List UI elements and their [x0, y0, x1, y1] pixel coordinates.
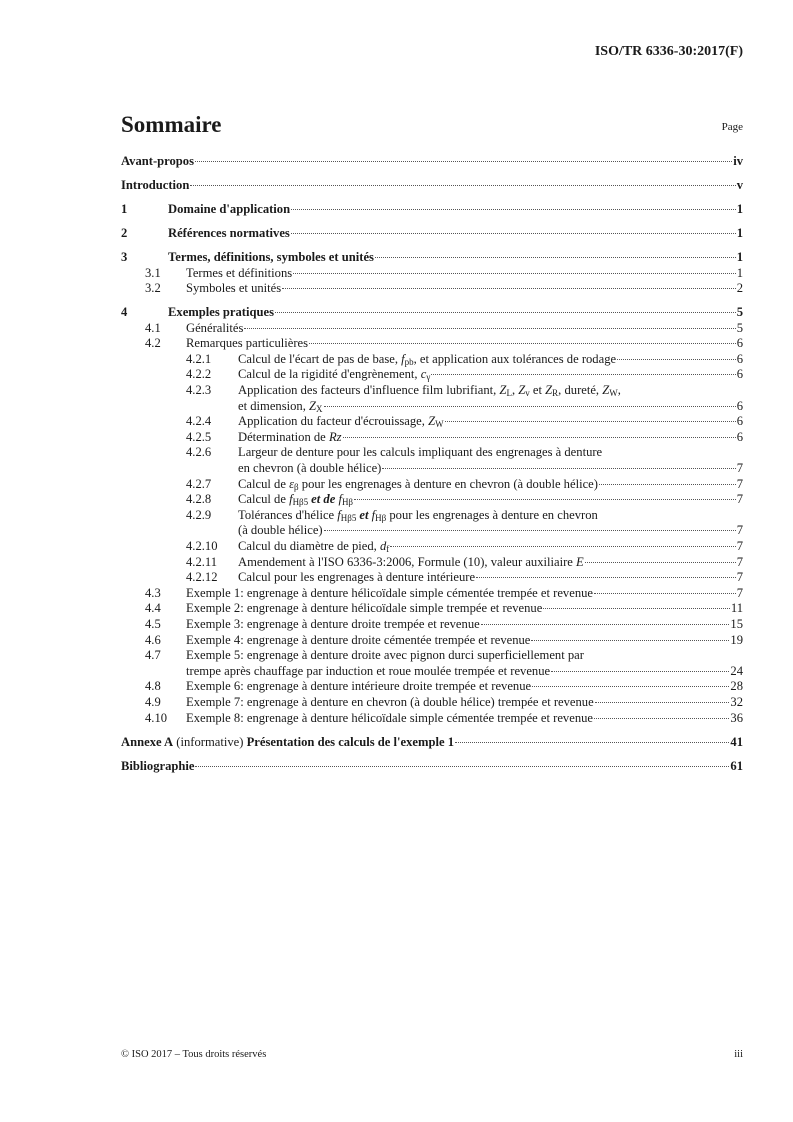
toc-entry-page[interactable]: 41 [730, 734, 743, 749]
styled-text: f [371, 507, 376, 522]
toc-entry-title[interactable]: Termes, définitions, symboles et unités [168, 249, 374, 264]
toc-entry-page[interactable]: 7 [736, 476, 743, 491]
dot-leader [195, 766, 729, 767]
table-of-contents [121, 154, 743, 774]
toc-entry-number: 4.6 [145, 632, 161, 647]
toc-entry-number: 4.2 [145, 336, 161, 351]
toc-entry-number: 4 [121, 305, 128, 320]
toc-entry-title[interactable]: Calcul du diamètre de pied, $d_f$ [238, 539, 390, 555]
toc-entry-number: 4.4 [145, 601, 161, 616]
toc-entry-title[interactable]: Avant-propos [121, 154, 195, 168]
toc-entry-number: 4.2.9 [186, 507, 212, 522]
toc-entry[interactable] [121, 759, 743, 775]
toc-entry-title[interactable]: (à double hélice) [238, 523, 323, 538]
dot-leader [595, 702, 730, 703]
toc-entry-number: 4.2.6 [186, 445, 212, 460]
styled-text: Z [518, 383, 526, 398]
toc-entry-page[interactable]: 6 [736, 336, 743, 351]
toc-entry-page[interactable]: 6 [736, 429, 743, 444]
toc-entry[interactable] [121, 154, 743, 170]
toc-entry[interactable] [121, 430, 743, 446]
toc-entry-page[interactable]: 7 [736, 570, 743, 585]
toc-entry-page[interactable]: v [736, 177, 743, 192]
toc-entry-title[interactable]: Calcul pour les engrenages à denture intérieure [238, 570, 476, 585]
dot-leader [375, 257, 736, 258]
subscript: Hβ5 [340, 512, 357, 523]
dot-leader [431, 374, 735, 375]
dot-leader [293, 273, 736, 274]
toc-entry-number: 4.2.2 [186, 367, 212, 382]
toc-entry-title[interactable]: Calcul de la rigidité d'engrènement, $c_\gamma$ [238, 367, 431, 383]
styled-text: f [401, 351, 405, 366]
toc-entry-number: 2 [121, 225, 128, 240]
toc-entry-title[interactable]: Remarques particulières [186, 336, 309, 351]
toc-entry-title[interactable]: Domaine d'application [168, 201, 291, 216]
subscript: L [506, 388, 512, 399]
page-title: Sommaire [121, 112, 222, 137]
styled-text: E [576, 554, 584, 569]
toc-entry-page[interactable]: 1 [736, 249, 743, 264]
toc-entry-number: 4.9 [145, 694, 161, 709]
toc-entry-page[interactable]: 7 [736, 585, 743, 600]
toc-entry[interactable] [121, 679, 743, 695]
toc-entry-number: 4.1 [145, 320, 161, 335]
toc-entry-title[interactable]: Généralités [186, 320, 244, 335]
dot-leader [291, 233, 736, 234]
toc-entry-title[interactable]: Calcul de $\varepsilon_\beta$ pour les engrenages à denture en chevron (à double hélice) [238, 476, 598, 492]
styled-text: ε [289, 476, 295, 491]
toc-entry[interactable] [121, 695, 743, 711]
toc-entry-page[interactable]: iv [733, 154, 743, 168]
toc-entry-number: 3.2 [145, 281, 161, 296]
styled-text: Annexe A [121, 734, 174, 749]
toc-entry-title[interactable]: Application du facteur d'écrouissage, $Z_W$ [238, 414, 444, 430]
toc-entry[interactable] [121, 633, 743, 649]
toc-entry-number: 4.2.3 [186, 383, 212, 398]
dot-leader [594, 593, 736, 594]
styled-text: Z [545, 383, 553, 398]
toc-entry-number: 4.2.7 [186, 476, 212, 491]
toc-entry-title[interactable]: Détermination de Rz [238, 429, 342, 444]
toc-entry[interactable] [121, 539, 743, 555]
toc-entry-page[interactable]: 7 [736, 523, 743, 538]
dot-leader [445, 421, 736, 422]
toc-entry-title[interactable]: Exemple 4: engrenage à denture droite cémentée trempée et revenue [186, 632, 531, 647]
dot-leader [324, 530, 736, 531]
toc-entry-number: 4.2.8 [186, 492, 212, 507]
dot-leader [282, 288, 736, 289]
dot-leader [343, 437, 736, 438]
dot-leader [543, 608, 730, 609]
toc-entry-page[interactable]: 6 [736, 351, 743, 366]
toc-entry-number: 4.2.5 [186, 429, 212, 444]
toc-entry[interactable] [121, 648, 743, 664]
toc-entry-title[interactable]: Largeur de denture pour les calculs impliquant des engrenages à denture [238, 445, 603, 460]
dot-leader [190, 185, 735, 186]
subscript: W [435, 419, 444, 430]
toc-entry-title[interactable]: Application des facteurs d'influence film lubrifiant, $Z_L$, $Z_v$ et $Z_R$, dureté, $Z_W$, [238, 383, 621, 399]
styled-text: Z [499, 383, 507, 398]
dot-leader [594, 718, 729, 719]
toc-entry-title[interactable]: Tolérances d'hélice $f_{H\beta 5}$ et $f_{H\beta}$ pour les engrenages à denture en chevron [238, 507, 598, 523]
toc-entry-page[interactable]: 15 [730, 616, 743, 631]
toc-entry-number: 4.2.10 [186, 539, 218, 554]
toc-entry[interactable] [121, 178, 743, 194]
styled-text: Z [602, 383, 610, 398]
toc-entry[interactable] [121, 664, 743, 680]
toc-entry-page[interactable]: 6 [736, 367, 743, 382]
styled-text: Z [428, 414, 436, 429]
styled-text: c [420, 367, 427, 382]
toc-entry-page[interactable]: 7 [736, 554, 743, 569]
toc-entry[interactable] [121, 202, 743, 218]
styled-text: Z [309, 398, 317, 413]
dot-leader [354, 499, 736, 500]
toc-entry-number: 4.2.4 [186, 414, 212, 429]
toc-entry-title[interactable]: Bibliographie [121, 758, 195, 773]
toc-entry[interactable] [121, 523, 743, 539]
subscript: R [552, 388, 559, 399]
toc-entry[interactable] [121, 735, 743, 751]
toc-entry[interactable] [121, 586, 743, 602]
toc-entry-title[interactable]: et dimension, $Z_X$ [238, 398, 323, 414]
toc-entry-title[interactable]: Exemples pratiques [168, 305, 275, 320]
styled-text: f [337, 507, 341, 522]
toc-entry-title[interactable]: Calcul de $f_{H\beta 5}$ et de $f_{H\beta}$ [238, 492, 354, 508]
toc-entry-page[interactable]: 19 [730, 632, 743, 647]
dot-leader [551, 671, 729, 672]
toc-entry-page[interactable]: 61 [730, 758, 743, 773]
toc-entry-page[interactable]: 7 [736, 539, 743, 554]
toc-entry-page[interactable]: 5 [736, 320, 743, 335]
toc-entry-title[interactable]: Exemple 3: engrenage à denture droite trempée et revenue [186, 616, 480, 631]
toc-entry-title[interactable]: Calcul de l'écart de pas de base, $f_{pb}$, et application aux tolérances de rodage [238, 351, 617, 367]
toc-entry-number: 4.2.12 [186, 570, 218, 585]
toc-entry-title[interactable]: Exemple 8: engrenage à denture hélicoïdale simple cémentée trempée et revenue [186, 710, 593, 725]
dot-leader [455, 742, 729, 743]
toc-entry-page[interactable]: 1 [736, 225, 743, 240]
toc-entry-number: 4.10 [145, 710, 168, 725]
toc-entry[interactable] [121, 445, 743, 461]
styled-text: f [289, 492, 293, 507]
toc-entry-title[interactable]: Exemple 6: engrenage à denture intérieure droite trempée et revenue [186, 679, 532, 694]
subscript: f [386, 544, 390, 555]
toc-entry[interactable] [121, 321, 743, 337]
toc-entry-page[interactable]: 1 [736, 265, 743, 280]
toc-entry[interactable] [121, 281, 743, 297]
toc-entry-number: 3.1 [145, 265, 161, 280]
toc-entry[interactable] [121, 336, 743, 352]
dot-leader [531, 640, 729, 641]
footer-page-number: iii [734, 1049, 743, 1060]
toc-entry[interactable] [121, 477, 743, 493]
toc-entry[interactable] [121, 492, 743, 508]
toc-entry-number: 4.3 [145, 585, 161, 600]
dot-leader [324, 406, 736, 407]
toc-entry[interactable] [121, 250, 743, 266]
dot-leader [244, 328, 735, 329]
styled-text: Présentation des calculs de l'exemple 1 [246, 734, 454, 749]
toc-entry[interactable] [121, 508, 743, 524]
dot-leader [476, 577, 736, 578]
toc-entry-title[interactable]: Annexe A (informative) Présentation des calculs de l'exemple 1 [121, 734, 454, 749]
toc-entry[interactable] [121, 266, 743, 282]
toc-entry[interactable] [121, 570, 743, 586]
toc-entry[interactable] [121, 352, 743, 368]
styled-text: et de [311, 492, 339, 507]
toc-entry-page[interactable]: 24 [730, 663, 743, 678]
dot-leader [195, 161, 732, 162]
toc-entry-page[interactable]: 6 [736, 414, 743, 429]
toc-entry-page[interactable]: 6 [736, 398, 743, 413]
footer-copyright: © ISO 2017 – Tous droits réservés [121, 1049, 267, 1060]
toc-entry-page[interactable]: 36 [730, 710, 743, 725]
toc-entry-title[interactable]: Introduction [121, 177, 190, 192]
toc-entry-page[interactable]: 32 [730, 694, 743, 709]
subscript: Hβ5 [292, 497, 309, 508]
toc-entry-page[interactable]: 11 [730, 601, 743, 616]
toc-entry[interactable] [121, 711, 743, 727]
dot-leader [585, 562, 736, 563]
dot-leader [309, 343, 736, 344]
toc-entry-number: 4.8 [145, 679, 161, 694]
dot-leader [481, 624, 730, 625]
toc-entry[interactable] [121, 617, 743, 633]
dot-leader [617, 359, 736, 360]
subscript: X [316, 403, 323, 414]
toc-entry[interactable] [121, 414, 743, 430]
dot-leader [390, 546, 735, 547]
subscript: pb [404, 356, 414, 367]
toc-entry[interactable] [121, 601, 743, 617]
toc-entry[interactable] [121, 226, 743, 242]
toc-entry-title[interactable]: Exemple 2: engrenage à denture hélicoïdale simple trempée et revenue [186, 601, 543, 616]
toc-entry-number: 3 [121, 249, 128, 264]
toc-entry-title[interactable]: Amendement à l'ISO 6336-3:2006, Formule (10), valeur auxiliaire E [238, 554, 584, 569]
toc-entry-number: 4.2.11 [186, 554, 218, 569]
toc-entry-title[interactable]: en chevron (à double hélice) [238, 461, 382, 476]
toc-entry[interactable] [121, 555, 743, 571]
toc-entry-number: 4.5 [145, 616, 161, 631]
toc-entry-number: 1 [121, 201, 128, 216]
toc-entry-number: 4.2.1 [186, 351, 212, 366]
toc-entry-page[interactable]: 28 [730, 679, 743, 694]
toc-entry-page[interactable]: 7 [736, 461, 743, 476]
toc-entry-title[interactable]: trempe après chauffage par induction et roue moulée trempée et revenue [186, 663, 551, 678]
styled-text: et [359, 507, 372, 522]
subscript: Hβ [375, 512, 387, 523]
dot-leader [291, 209, 736, 210]
toc-entry[interactable] [121, 383, 743, 399]
toc-entry[interactable] [121, 367, 743, 383]
toc-entry-title[interactable]: Exemple 7: engrenage à denture en chevron (à double hélice) trempée et revenue [186, 694, 594, 709]
toc-entry-page[interactable]: 1 [736, 201, 743, 216]
dot-leader [275, 312, 736, 313]
subscript: W [609, 388, 618, 399]
toc-entry-title[interactable]: Exemple 1: engrenage à denture hélicoïdale simple cémentée trempée et revenue [186, 585, 593, 600]
toc-entry-title[interactable]: Exemple 5: engrenage à denture droite avec pignon durci superficiellement par [186, 648, 584, 663]
toc-entry[interactable] [121, 305, 743, 321]
dot-leader [382, 468, 735, 469]
styled-text: d [379, 539, 387, 554]
document-id: ISO/TR 6336-30:2017(F) [594, 44, 743, 59]
dot-leader [532, 686, 729, 687]
dot-leader [599, 484, 736, 485]
toc-entry-title[interactable]: Termes et définitions [186, 265, 293, 280]
toc-entry-title[interactable]: Références normatives [168, 225, 290, 240]
subscript: β [294, 481, 299, 492]
styled-text: Rz [328, 429, 342, 444]
toc-entry-title[interactable]: Symboles et unités [186, 281, 282, 296]
toc-entry[interactable] [121, 461, 743, 477]
subscript: Hβ [341, 497, 354, 508]
toc-entry-number: 4.7 [145, 648, 161, 663]
toc-entry-page[interactable]: 7 [736, 492, 743, 507]
subscript: γ [426, 372, 431, 383]
subscript: v [525, 388, 530, 399]
page-column-label: Page [721, 121, 743, 133]
toc-entry[interactable] [121, 399, 743, 415]
toc-entry-page[interactable]: 5 [736, 305, 743, 320]
toc-entry-page[interactable]: 2 [736, 281, 743, 296]
styled-text: f [338, 492, 342, 507]
